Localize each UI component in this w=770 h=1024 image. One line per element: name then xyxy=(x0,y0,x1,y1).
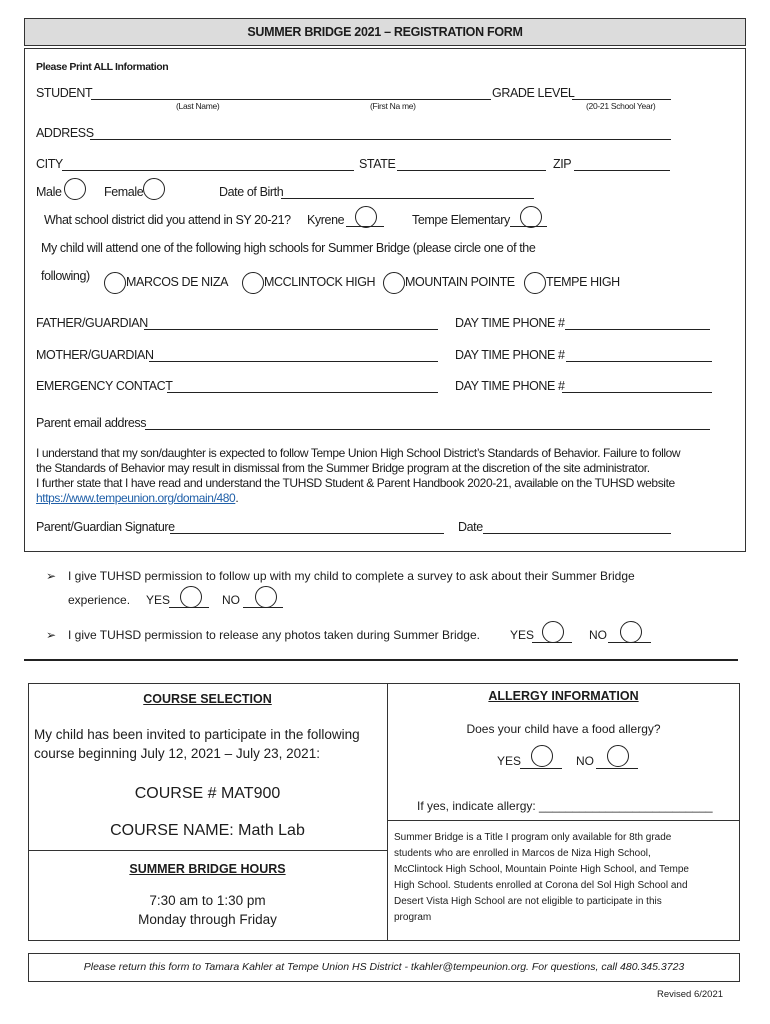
print-instruction: Please Print ALL Information xyxy=(36,61,169,73)
survey-yes-option[interactable] xyxy=(180,586,202,608)
eligibility-line: program xyxy=(394,912,432,923)
course-name: COURSE NAME: Math Lab xyxy=(110,822,305,839)
city-label: CITY xyxy=(36,157,63,171)
section-divider xyxy=(24,659,738,661)
zip-field[interactable] xyxy=(574,170,670,171)
district-question: What school district did you attend in SY 20-21? xyxy=(44,213,291,227)
district-tempe-label: Tempe Elementary xyxy=(412,213,510,227)
survey-no-label: NO xyxy=(222,593,240,607)
eligibility-line: McClintock High School, Mountain Pointe High School, and Tempe xyxy=(394,864,689,875)
bullet-icon: ➢ xyxy=(46,569,57,583)
eligibility-line: students who are enrolled in Marcos de Niza High School, xyxy=(394,848,651,859)
father-phone-label: DAY TIME PHONE # xyxy=(455,316,565,330)
photo-yes-label: YES xyxy=(510,628,535,642)
email-field[interactable] xyxy=(145,429,710,430)
course-invite-line: My child has been invited to participate in the following xyxy=(34,727,360,742)
grade-label: GRADE LEVEL xyxy=(492,86,575,100)
photo-yes-option[interactable] xyxy=(542,621,564,643)
female-option[interactable] xyxy=(143,178,165,200)
mountain-pointe-option[interactable] xyxy=(383,272,405,294)
eligibility-line: Summer Bridge is a Title I program only available for 8th grade xyxy=(394,832,672,843)
emergency-label: EMERGENCY CONTACT xyxy=(36,379,173,393)
survey-permission-text: I give TUHSD permission to follow up with my child to complete a survey to ask about their Summer Bridge xyxy=(68,569,635,583)
revised-date: Revised 6/2021 xyxy=(657,989,724,1000)
dob-field[interactable] xyxy=(281,198,534,199)
eligibility-line: Desert Vista High School are not eligible to participate in this xyxy=(394,896,662,907)
course-invite-line: course beginning July 12, 2021 – July 23, 2021: xyxy=(34,746,320,761)
bullet-icon: ➢ xyxy=(46,628,57,642)
hs-question: My child will attend one of the following high schools for Summer Bridge (please circle one of the xyxy=(41,241,536,255)
emergency-phone-label: DAY TIME PHONE # xyxy=(455,379,565,393)
allergy-heading: ALLERGY INFORMATION xyxy=(488,689,639,703)
hs-option-label: MARCOS DE NIZA xyxy=(126,275,229,289)
allergy-no-underline xyxy=(596,768,638,769)
female-label: Female xyxy=(104,185,144,199)
date-label: Date xyxy=(458,520,483,534)
grade-hint: (20-21 School Year) xyxy=(586,101,656,111)
emergency-field[interactable] xyxy=(167,392,438,393)
dob-label: Date of Birth xyxy=(219,185,284,199)
state-field[interactable] xyxy=(397,170,546,171)
signature-field[interactable] xyxy=(170,533,444,534)
father-phone-field[interactable] xyxy=(565,329,710,330)
first-name-hint: (First Na me) xyxy=(370,101,416,111)
email-label: Parent email address xyxy=(36,416,147,430)
father-field[interactable] xyxy=(144,329,438,330)
hours-time: 7:30 am to 1:30 pm xyxy=(149,893,266,908)
mother-phone-label: DAY TIME PHONE # xyxy=(455,348,565,362)
statement-line: I understand that my son/daughter is expected to follow Tempe Union High School District’s Standards of Behavior. Failure to follow xyxy=(36,446,681,460)
form-title: SUMMER BRIDGE 2021 – REGISTRATION FORM xyxy=(24,18,746,46)
allergy-no-label: NO xyxy=(576,754,594,768)
allergy-yes-underline xyxy=(520,768,562,769)
photo-no-option[interactable] xyxy=(620,621,642,643)
photo-no-label: NO xyxy=(589,628,607,642)
statement-line: the Standards of Behavior may result in dismissal from the Summer Bridge program at the discretion of the site administrator. xyxy=(36,461,650,475)
state-label: STATE xyxy=(359,157,396,171)
student-name-field[interactable] xyxy=(91,99,491,100)
statement-link-line xyxy=(36,491,238,505)
hours-heading: SUMMER BRIDGE HOURS xyxy=(129,862,286,876)
zip-label: ZIP xyxy=(553,157,572,171)
father-label: FATHER/GUARDIAN xyxy=(36,316,148,330)
survey-permission-text2: experience. xyxy=(68,593,131,607)
emergency-phone-field[interactable] xyxy=(562,392,712,393)
address-field[interactable] xyxy=(90,139,671,140)
mcclintock-option[interactable] xyxy=(242,272,264,294)
hs-option-label: MOUNTAIN POINTE xyxy=(405,275,515,289)
last-name-hint: (Last Name) xyxy=(176,101,220,111)
male-option[interactable] xyxy=(64,178,86,200)
district-kyrene-label: Kyrene xyxy=(307,213,345,227)
eligibility-line: High School. Students enrolled at Corona del Sol High School and xyxy=(394,880,688,891)
eligibility-divider xyxy=(387,820,740,821)
hs-option-label: TEMPE HIGH xyxy=(546,275,620,289)
allergy-question: Does your child have a food allergy? xyxy=(466,722,661,736)
survey-no-option[interactable] xyxy=(255,586,277,608)
survey-yes-label: YES xyxy=(146,593,171,607)
handbook-link[interactable]: https://www.tempeunion.org/domain/480 xyxy=(36,491,236,505)
tempe-high-option[interactable] xyxy=(524,272,546,294)
course-heading: COURSE SELECTION xyxy=(143,692,272,706)
male-label: Male xyxy=(36,185,62,199)
kyrene-option[interactable] xyxy=(355,206,377,228)
mother-phone-field[interactable] xyxy=(566,361,712,362)
allergy-no-option[interactable] xyxy=(607,745,629,767)
date-field[interactable] xyxy=(483,533,671,534)
statement-line: I further state that I have read and understand the TUHSD Student & Parent Handbook 2020-21, available on the TUHSD website xyxy=(36,476,675,490)
course-number: COURSE # MAT900 xyxy=(134,785,281,802)
return-note: Please return this form to Tamara Kahler at Tempe Union HS District - tkahler@tempeunion.org. For questions, call 480.345.3723 xyxy=(28,953,740,982)
photo-permission-text: I give TUHSD permission to release any photos taken during Summer Bridge. xyxy=(68,628,480,642)
mother-label: MOTHER/GUARDIAN xyxy=(36,348,154,362)
hs-option-label: MCCLINTOCK HIGH xyxy=(264,275,376,289)
allergy-yes-label: YES xyxy=(497,754,522,768)
marcos-de-niza-option[interactable] xyxy=(104,272,126,294)
grade-field[interactable] xyxy=(572,99,671,100)
tempe-elementary-option[interactable] xyxy=(520,206,542,228)
mother-field[interactable] xyxy=(149,361,438,362)
hs-following: following) xyxy=(41,269,90,283)
address-label: ADDRESS xyxy=(36,126,94,140)
statement-period: . xyxy=(235,491,239,505)
hours-divider xyxy=(28,850,388,851)
student-label: STUDENT xyxy=(36,86,93,100)
signature-label: Parent/Guardian Signature xyxy=(36,520,175,534)
hours-days: Monday through Friday xyxy=(138,912,277,927)
allergy-indicate-field[interactable]: If yes, indicate allergy: __________________________ xyxy=(417,799,713,813)
allergy-yes-option[interactable] xyxy=(531,745,553,767)
city-field[interactable] xyxy=(62,170,354,171)
